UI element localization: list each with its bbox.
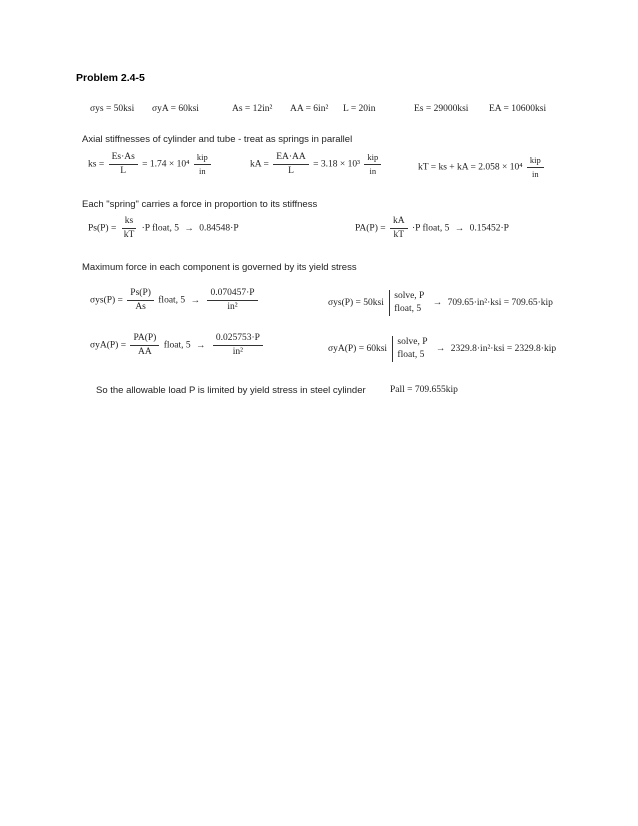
solve-s-equation: σys(P) = 50ksi solve, P float, 5 → 709.65·in²·ksi = 709.65·kip [328,291,553,314]
solve-a-equation: σyA(P) = 60ksi solve, P float, 5 → 2329.8·in²·ksi = 2329.8·kip [328,337,557,360]
given-length: L = 20in [343,104,376,114]
allowable-load-result: Pall = 709.655kip [390,385,458,395]
given-area-a: AA = 6in² [290,104,329,114]
ks-equation: ks = $\frac{Es\cdot As}{L}$ = 1.74 × 10⁴ $\frac{\text{kip}}{in}$ [88,152,213,177]
given-sigma-ya: σyA = 60ksi [152,104,199,114]
page-title: Problem 2.4-5 [76,72,145,84]
section-stiffness-heading: Axial stiffnesses of cylinder and tube - treat as springs in parallel [82,134,353,145]
section-force-heading: Each "spring" carries a force in proportion to its stiffness [82,199,318,210]
ka-equation: kA = $\frac{EA\cdot AA}{L}$ = 3.18 × 10³ $\frac{\text{kip}}{in}$ [250,152,383,177]
given-area-s: As = 12in² [232,104,273,114]
kt-equation: kT = ks + kA = 2.058 × 10⁴ $\frac{\text{kip}}{in}$ [418,155,546,180]
pa-equation: PA(P) = $\frac{kA}{kT}$ ·P float, 5 → 0.15452·P [355,216,509,240]
stress-s-equation: σys(P) = $\frac{Ps(P)}{As}$ float, 5 → $\frac{0.070457\cdot P}{\text{in²}}$ [90,288,260,313]
ps-equation: Ps(P) = $\frac{ks}{kT}$ ·P float, 5 → 0.84548·P [88,216,239,240]
given-modulus-s: Es = 29000ksi [414,104,469,114]
stress-a-equation: σyA(P) = $\frac{PA(P)}{AA}$ float, 5 → $\frac{0.025753\cdot P}{\text{in²}}$ [90,333,265,358]
given-modulus-a: EA = 10600ksi [489,104,547,114]
section-yield-heading: Maximum force in each component is governed by its yield stress [82,262,357,273]
given-sigma-ys: σys = 50ksi [90,104,135,114]
conclusion-text: So the allowable load P is limited by yield stress in steel cylinder [96,385,366,396]
